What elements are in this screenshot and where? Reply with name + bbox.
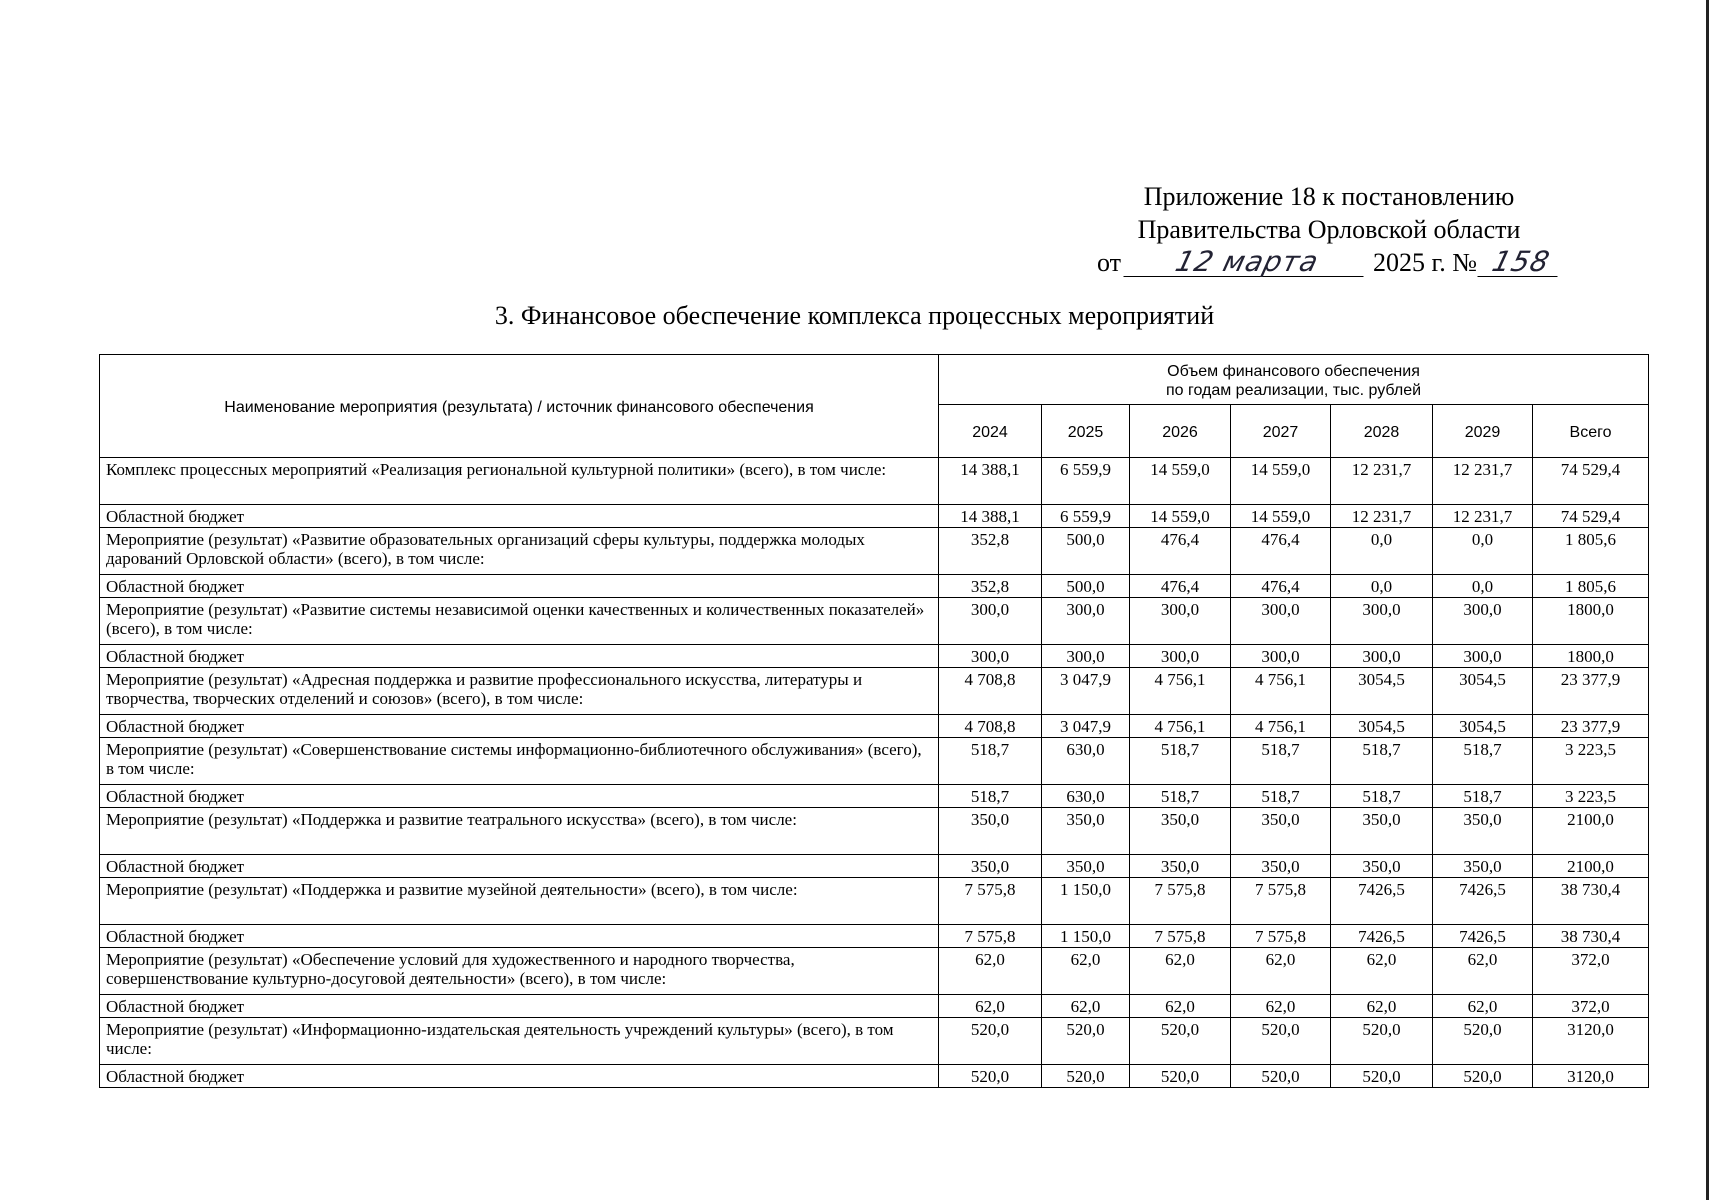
table-row-budget — [100, 995, 1649, 1018]
table-row-budget — [100, 855, 1649, 878]
total-cell: 3 223,5 — [1533, 785, 1649, 808]
value-cell: 7 575,8 — [1130, 878, 1231, 925]
table-header-row — [100, 355, 1649, 405]
row-name-cell: Областной бюджет — [100, 855, 939, 878]
row-name-cell: Комплекс процессных мероприятий «Реализация региональной культурной политики» (всего), в том числе: — [100, 458, 939, 505]
year-number-label: 2025 г. № — [1372, 248, 1478, 277]
value-cell: 4 708,8 — [939, 715, 1042, 738]
value-cell: 3054,5 — [1433, 668, 1533, 715]
value-cell: 350,0 — [1130, 808, 1231, 855]
value-cell: 350,0 — [1042, 808, 1130, 855]
value-cell: 300,0 — [1331, 598, 1433, 645]
value-cell: 7426,5 — [1331, 925, 1433, 948]
value-cell: 62,0 — [1130, 948, 1231, 995]
total-cell: 3120,0 — [1533, 1065, 1649, 1088]
value-cell: 1 150,0 — [1042, 878, 1130, 925]
document-title: 3. Финансовое обеспечение комплекса процессных мероприятий — [494, 301, 1215, 330]
value-cell: 518,7 — [939, 738, 1042, 785]
row-name-cell: Областной бюджет — [100, 505, 939, 528]
total-cell: 372,0 — [1533, 948, 1649, 995]
table-row-activity — [100, 528, 1649, 575]
value-cell: 7426,5 — [1433, 878, 1533, 925]
value-cell: 3054,5 — [1331, 668, 1433, 715]
value-cell: 1 150,0 — [1042, 925, 1130, 948]
value-cell: 352,8 — [939, 528, 1042, 575]
table-row-activity — [100, 738, 1649, 785]
value-cell: 62,0 — [1433, 948, 1533, 995]
value-cell: 12 231,7 — [1433, 505, 1533, 528]
value-cell: 62,0 — [1042, 995, 1130, 1018]
value-cell: 62,0 — [1042, 948, 1130, 995]
financing-table — [99, 354, 1649, 1088]
value-cell: 14 388,1 — [939, 505, 1042, 528]
table-body — [100, 458, 1649, 1088]
value-cell: 300,0 — [1433, 598, 1533, 645]
value-cell: 3054,5 — [1433, 715, 1533, 738]
row-name-cell: Мероприятие (результат) «Совершенствование системы информационно-библиотечного обслуживания» (всего), в том числе: — [100, 738, 939, 785]
value-cell: 350,0 — [1331, 855, 1433, 878]
value-cell: 300,0 — [1231, 598, 1331, 645]
value-cell: 518,7 — [939, 785, 1042, 808]
value-cell: 14 559,0 — [1231, 458, 1331, 505]
total-cell: 23 377,9 — [1533, 715, 1649, 738]
row-name-cell: Мероприятие (результат) «Обеспечение условий для художественного и народного творчества, совершенствование культурно-досуговой деятельности» (всего), в том числе: — [100, 948, 939, 995]
table-row-activity — [100, 668, 1649, 715]
value-cell: 350,0 — [1433, 808, 1533, 855]
value-cell: 518,7 — [1331, 785, 1433, 808]
total-cell: 1 805,6 — [1533, 575, 1649, 598]
value-cell: 520,0 — [1433, 1065, 1533, 1088]
value-cell: 3054,5 — [1331, 715, 1433, 738]
value-cell: 520,0 — [1231, 1065, 1331, 1088]
appendix-line-3 — [1069, 246, 1589, 279]
value-cell: 62,0 — [1130, 995, 1231, 1018]
year-header: 2025 — [1042, 405, 1130, 458]
year-header: 2029 — [1433, 405, 1533, 458]
value-cell: 476,4 — [1130, 575, 1231, 598]
value-cell: 12 231,7 — [1433, 458, 1533, 505]
value-cell: 300,0 — [939, 598, 1042, 645]
value-cell: 518,7 — [1231, 785, 1331, 808]
row-name-cell: Мероприятие (результат) «Поддержка и развитие музейной деятельности» (всего), в том числе: — [100, 878, 939, 925]
total-cell: 38 730,4 — [1533, 878, 1649, 925]
value-cell: 518,7 — [1231, 738, 1331, 785]
value-cell: 630,0 — [1042, 738, 1130, 785]
value-cell: 520,0 — [939, 1018, 1042, 1065]
appendix-header — [1069, 180, 1589, 279]
value-cell: 300,0 — [939, 645, 1042, 668]
year-header: 2028 — [1331, 405, 1433, 458]
table-row-budget — [100, 1065, 1649, 1088]
handwritten-date: 12 марта — [1123, 248, 1370, 277]
date-prefix: от — [1096, 248, 1121, 277]
table-row-budget — [100, 925, 1649, 948]
value-cell: 62,0 — [1331, 948, 1433, 995]
value-cell: 300,0 — [1130, 598, 1231, 645]
row-name-cell: Областной бюджет — [100, 645, 939, 668]
value-cell: 518,7 — [1433, 785, 1533, 808]
table-row-activity — [100, 878, 1649, 925]
value-cell: 62,0 — [939, 995, 1042, 1018]
value-cell: 7 575,8 — [1130, 925, 1231, 948]
row-name-cell: Областной бюджет — [100, 575, 939, 598]
value-cell: 12 231,7 — [1331, 458, 1433, 505]
value-cell: 520,0 — [1130, 1018, 1231, 1065]
row-name-cell: Областной бюджет — [100, 995, 939, 1018]
value-cell: 300,0 — [1231, 645, 1331, 668]
value-cell: 7426,5 — [1331, 878, 1433, 925]
volume-header-line-2: по годам реализации, тыс. рублей — [1165, 381, 1422, 399]
table-row-activity — [100, 948, 1649, 995]
value-cell: 476,4 — [1231, 528, 1331, 575]
value-cell: 476,4 — [1231, 575, 1331, 598]
table-row-activity — [100, 598, 1649, 645]
value-cell: 0,0 — [1433, 575, 1533, 598]
value-cell: 14 559,0 — [1130, 505, 1231, 528]
value-cell: 3 047,9 — [1042, 668, 1130, 715]
value-cell: 0,0 — [1433, 528, 1533, 575]
value-cell: 14 388,1 — [939, 458, 1042, 505]
table-row-activity — [100, 458, 1649, 505]
value-cell: 300,0 — [1331, 645, 1433, 668]
value-cell: 300,0 — [1042, 598, 1130, 645]
value-cell: 300,0 — [1433, 645, 1533, 668]
year-header: 2026 — [1130, 405, 1231, 458]
total-cell: 3 223,5 — [1533, 738, 1649, 785]
table-row-budget — [100, 575, 1649, 598]
value-cell: 350,0 — [1130, 855, 1231, 878]
appendix-line-1: Приложение 18 к постановлению — [1143, 182, 1515, 211]
value-cell: 520,0 — [1331, 1065, 1433, 1088]
row-name-cell: Мероприятие (результат) «Информационно-издательская деятельность учреждений культуры» (всего), в том числе: — [100, 1018, 939, 1065]
value-cell: 12 231,7 — [1331, 505, 1433, 528]
value-cell: 520,0 — [1331, 1018, 1433, 1065]
value-cell: 350,0 — [1231, 855, 1331, 878]
value-cell: 4 756,1 — [1130, 715, 1231, 738]
row-name-cell: Областной бюджет — [100, 715, 939, 738]
table-row-activity — [100, 808, 1649, 855]
value-cell: 518,7 — [1331, 738, 1433, 785]
value-cell: 6 559,9 — [1042, 505, 1130, 528]
row-name-cell: Мероприятие (результат) «Поддержка и развитие театрального искусства» (всего), в том числе: — [100, 808, 939, 855]
value-cell: 352,8 — [939, 575, 1042, 598]
value-cell: 518,7 — [1433, 738, 1533, 785]
value-cell: 500,0 — [1042, 575, 1130, 598]
total-cell: 1 805,6 — [1533, 528, 1649, 575]
value-cell: 14 559,0 — [1231, 505, 1331, 528]
value-cell: 520,0 — [1231, 1018, 1331, 1065]
year-header: 2027 — [1231, 405, 1331, 458]
value-cell: 4 708,8 — [939, 668, 1042, 715]
value-cell: 350,0 — [1231, 808, 1331, 855]
value-cell: 4 756,1 — [1130, 668, 1231, 715]
total-cell: 1800,0 — [1533, 598, 1649, 645]
column-header-name: Наименование мероприятия (результата) / источник финансового обеспечения — [100, 355, 939, 458]
value-cell: 520,0 — [1042, 1065, 1130, 1088]
value-cell: 350,0 — [939, 808, 1042, 855]
table-row-budget — [100, 505, 1649, 528]
value-cell: 500,0 — [1042, 528, 1130, 575]
value-cell: 350,0 — [939, 855, 1042, 878]
row-name-cell: Мероприятие (результат) «Развитие системы независимой оценки качественных и количественных показателей» (всего), в том числе: — [100, 598, 939, 645]
value-cell: 7 575,8 — [1231, 925, 1331, 948]
value-cell: 4 756,1 — [1231, 668, 1331, 715]
value-cell: 3 047,9 — [1042, 715, 1130, 738]
value-cell: 7 575,8 — [939, 925, 1042, 948]
value-cell: 7 575,8 — [1231, 878, 1331, 925]
value-cell: 62,0 — [1433, 995, 1533, 1018]
value-cell: 630,0 — [1042, 785, 1130, 808]
row-name-cell: Областной бюджет — [100, 1065, 939, 1088]
value-cell: 4 756,1 — [1231, 715, 1331, 738]
value-cell: 14 559,0 — [1130, 458, 1231, 505]
total-header: Всего — [1533, 405, 1649, 458]
row-name-cell: Мероприятие (результат) «Развитие образовательных организаций сферы культуры, поддержка молодых дарований Орловской области» (всего), в том числе: — [100, 528, 939, 575]
value-cell: 0,0 — [1331, 528, 1433, 575]
total-cell: 74 529,4 — [1533, 505, 1649, 528]
row-name-cell: Областной бюджет — [100, 785, 939, 808]
column-header-volume — [939, 355, 1649, 405]
value-cell: 0,0 — [1331, 575, 1433, 598]
value-cell: 300,0 — [1042, 645, 1130, 668]
value-cell: 520,0 — [1433, 1018, 1533, 1065]
table-row-budget — [100, 785, 1649, 808]
value-cell: 518,7 — [1130, 785, 1231, 808]
row-name-cell: Областной бюджет — [100, 925, 939, 948]
value-cell: 476,4 — [1130, 528, 1231, 575]
total-cell: 2100,0 — [1533, 855, 1649, 878]
value-cell: 350,0 — [1331, 808, 1433, 855]
row-name-cell: Мероприятие (результат) «Адресная поддержка и развитие профессионального искусства, литературы и творчества, творческих отделений и союзов» (всего), в том числе: — [100, 668, 939, 715]
value-cell: 62,0 — [1331, 995, 1433, 1018]
value-cell: 62,0 — [1231, 948, 1331, 995]
handwritten-number: 158 — [1477, 248, 1564, 277]
year-header: 2024 — [939, 405, 1042, 458]
value-cell: 7 575,8 — [939, 878, 1042, 925]
total-cell: 3120,0 — [1533, 1018, 1649, 1065]
table-row-activity — [100, 1018, 1649, 1065]
total-cell: 1800,0 — [1533, 645, 1649, 668]
value-cell: 350,0 — [1433, 855, 1533, 878]
value-cell: 300,0 — [1130, 645, 1231, 668]
total-cell: 38 730,4 — [1533, 925, 1649, 948]
total-cell: 2100,0 — [1533, 808, 1649, 855]
total-cell: 23 377,9 — [1533, 668, 1649, 715]
value-cell: 520,0 — [1042, 1018, 1130, 1065]
value-cell: 6 559,9 — [1042, 458, 1130, 505]
value-cell: 62,0 — [939, 948, 1042, 995]
value-cell: 350,0 — [1042, 855, 1130, 878]
total-cell: 372,0 — [1533, 995, 1649, 1018]
value-cell: 520,0 — [939, 1065, 1042, 1088]
value-cell: 520,0 — [1130, 1065, 1231, 1088]
value-cell: 7426,5 — [1433, 925, 1533, 948]
volume-header-line-1: Объем финансового обеспечения — [1167, 362, 1420, 380]
value-cell: 62,0 — [1231, 995, 1331, 1018]
table-row-budget — [100, 715, 1649, 738]
value-cell: 518,7 — [1130, 738, 1231, 785]
table-row-budget — [100, 645, 1649, 668]
total-cell: 74 529,4 — [1533, 458, 1649, 505]
appendix-line-2: Правительства Орловской области — [1137, 215, 1521, 244]
